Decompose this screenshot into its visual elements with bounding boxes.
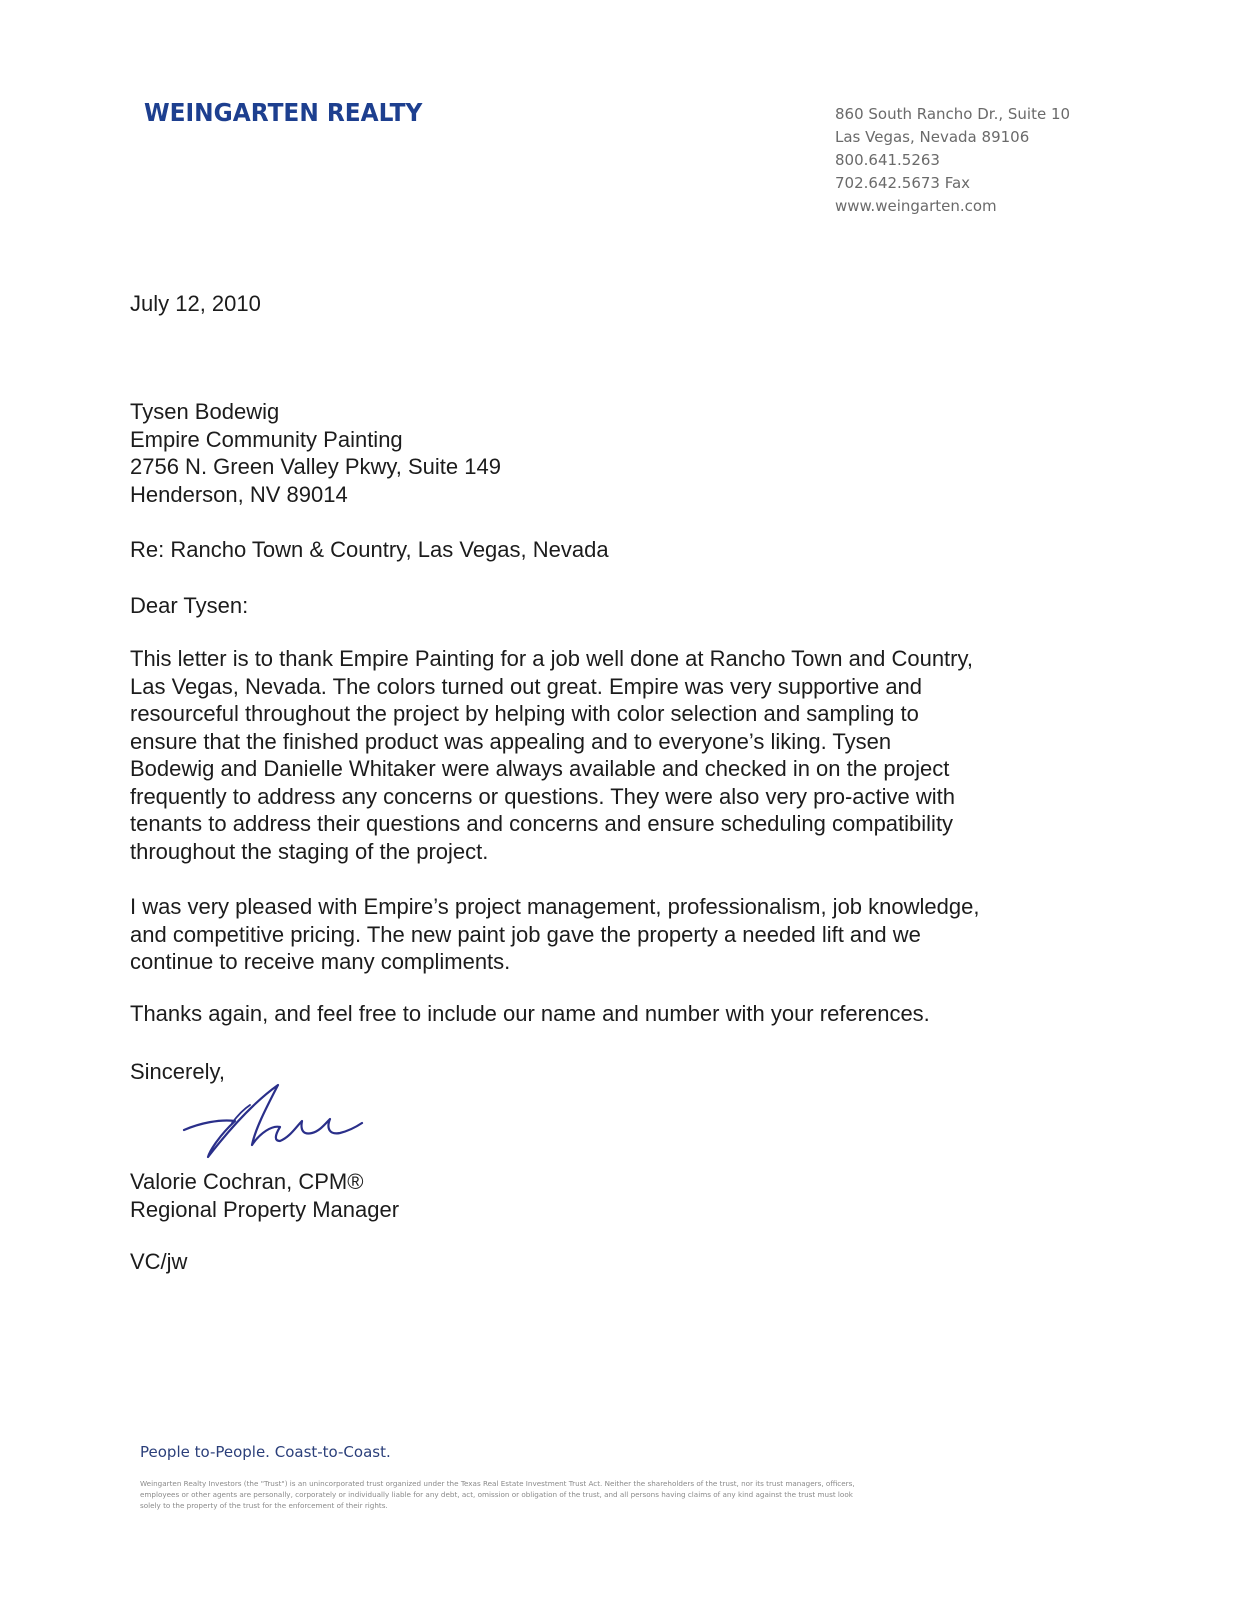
- phone-number: 800.641.5263: [835, 151, 940, 169]
- signer-name: Valorie Cochran, CPM®: [130, 1169, 364, 1194]
- recipient-block: [130, 398, 501, 508]
- paragraph-line: I was very pleased with Empire’s project management, professionalism, job knowledge,: [130, 894, 980, 919]
- footer-tagline: People to-People. Coast-to-Coast.: [140, 1443, 391, 1461]
- website-link[interactable]: www.weingarten.com: [835, 197, 997, 215]
- paragraph-line: Bodewig and Danielle Whitaker were always available and checked in on the project: [130, 756, 950, 781]
- typist-initials: VC/jw: [130, 1249, 188, 1274]
- paragraph-line: throughout the staging of the project.: [130, 838, 489, 864]
- footer-disclaimer: [140, 1478, 1050, 1511]
- address-line-2: Las Vegas, Nevada 89106: [835, 128, 1030, 146]
- paragraph-line: tenants to address their questions and concerns and ensure scheduling compatibility: [130, 811, 954, 836]
- salutation: Dear Tysen:: [130, 593, 249, 618]
- signer-block: [130, 1168, 399, 1223]
- paragraph-2: [130, 893, 1070, 976]
- disclaimer-line: employees or other agents are personally, corporately or individually liable for any debt, act, omission or obligation of the trust, and all persons having claims of any kind against the trust must look: [140, 1490, 853, 1499]
- letterhead-contact: [835, 103, 1070, 218]
- paragraph-3: Thanks again, and feel free to include our name and number with your references.: [130, 1001, 930, 1026]
- recipient-street: 2756 N. Green Valley Pkwy, Suite 149: [130, 454, 501, 479]
- paragraph-line: Las Vegas, Nevada. The colors turned out great. Empire was very supportive and: [130, 673, 923, 699]
- paragraph-1: [130, 645, 1070, 865]
- paragraph-line: frequently to address any concerns or questions. They were also very pro-active with: [130, 783, 955, 809]
- closing: Sincerely,: [130, 1059, 225, 1084]
- fax-number: 702.642.5673 Fax: [835, 174, 971, 192]
- recipient-company: Empire Community Painting: [130, 426, 403, 452]
- paragraph-line: ensure that the finished product was appealing and to everyone’s liking. Tysen: [130, 728, 892, 754]
- signature-image: [180, 1075, 365, 1165]
- paragraph-line: resourceful throughout the project by helping with color selection and sampling to: [130, 701, 919, 726]
- disclaimer-line: Weingarten Realty Investors (the "Trust") is an unincorporated trust organized under the Texas Real Estate Investment Trust Act. Neither the shareholders of the trust, nor its trust managers, officers,: [140, 1479, 855, 1488]
- paragraph-line: and competitive pricing. The new paint job gave the property a needed lift and we: [130, 921, 921, 947]
- signer-title: Regional Property Manager: [130, 1196, 400, 1222]
- recipient-city: Henderson, NV 89014: [130, 481, 348, 507]
- paragraph-line: continue to receive many compliments.: [130, 949, 511, 974]
- paragraph-line: This letter is to thank Empire Painting for a job well done at Rancho Town and Country,: [130, 646, 973, 671]
- letter-date: July 12, 2010: [130, 291, 261, 316]
- address-line-1: 860 South Rancho Dr., Suite 10: [835, 105, 1071, 123]
- recipient-name: Tysen Bodewig: [130, 399, 280, 424]
- company-logo: WEINGARTEN REALTY: [144, 98, 423, 127]
- disclaimer-line: solely to the property of the trust for the enforcement of their rights.: [140, 1501, 388, 1510]
- subject-line: Re: Rancho Town & Country, Las Vegas, Nevada: [130, 537, 609, 562]
